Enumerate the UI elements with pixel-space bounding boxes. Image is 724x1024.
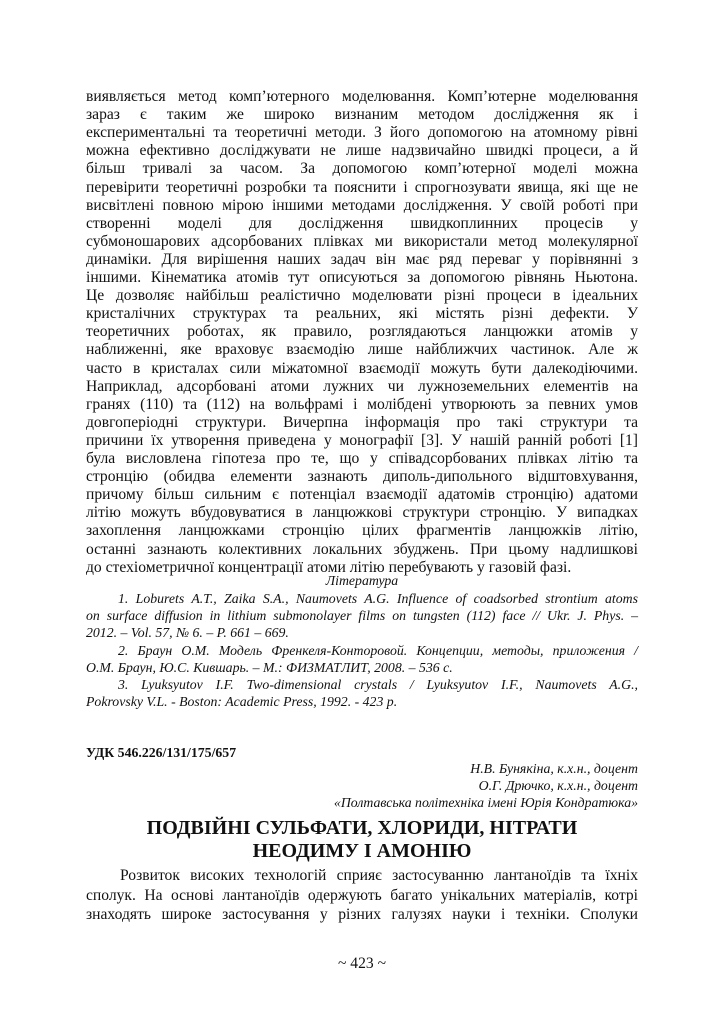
body-line: захоплення ланцюжками стронцію цілих фрагментів ланцюжків літію, — [86, 522, 638, 540]
author-1: Н.В. Бунякіна, к.х.н., доцент — [470, 761, 638, 776]
body-line: перевірити теоретичні розробки та пояснити і спрогнозувати явища, які ще не — [86, 178, 638, 196]
body-line: можна ефективно досліджувати не лише надзвичайно швидкі процеси, а й — [86, 142, 638, 160]
body-line: останні зазнають колективних локальних збуджень. При цьому надлишкові — [86, 540, 638, 558]
body-line: створенні моделі для дослідження швидкоплинних процесів у — [86, 214, 638, 232]
article-text-line: знаходять широке застосування у різних галузях науки і техніки. Сполуки — [86, 906, 638, 923]
body-line: до стехіометричної концентрації атоми літію перебувають у газовій фазі. — [86, 558, 572, 576]
body-line: кристалічних структурах та реальних, які містять різні дефекти. У — [86, 305, 638, 323]
body-line: часто в кристалах сили міжатомної взаємодії можуть бути далекодіючими. — [86, 359, 638, 377]
article-text-line: Розвиток високих технологій сприяє застосуванню лантаноїдів та їхніх — [120, 867, 638, 884]
body-line: динаміки. Для вирішення наших задач він має ряд переваг у порівнянні з — [86, 250, 638, 268]
body-line: субмоношарових адсорбованих плівках ми використали метод молекулярної — [86, 232, 638, 250]
body-line: виявляється метод комп’ютерного моделювання. Комп’ютерне моделювання — [86, 88, 638, 105]
body-line: була висловлена гіпотеза про те, що у співадсорбованих плівках літію та — [86, 450, 638, 467]
body-line: Наприклад, адсорбовані атоми лужних чи лужноземельних елементів на — [86, 377, 638, 395]
author-2: О.Г. Дрючко, к.х.н., доцент — [478, 778, 638, 793]
body-line: наближенні, яке враховує взаємодію лише найближчих частинок. Але ж — [86, 341, 638, 359]
article-title-line-2: НЕОДИМУ І АМОНІЮ — [252, 840, 472, 862]
body-line: літію можуть вбудовуватися в ланцюжкові структури стронцію. У випадках — [86, 504, 638, 522]
body-line: більш тривалі за часом. За допомогою комп’ютерної моделі можна — [86, 160, 638, 178]
body-line: причини їх утворення приведена у монографії [3]. У нашій ранній роботі [1] — [86, 431, 638, 449]
body-line: зараз є таким же широко визнаним методом дослідження як і — [86, 106, 638, 124]
body-line: висвітлені повною мірою іншими методами дослідження. У своїй роботі при — [86, 196, 638, 214]
author-affiliation: «Полтавська політехніка імені Юрія Кондратюка» — [333, 795, 638, 810]
page-number: ~ 423 ~ — [337, 955, 387, 972]
body-line: експериментальні та теоретичні методи. З його допомогою на атомному рівні — [86, 124, 638, 142]
body-line: довгоперіодні структури. Вичерпна інформація про такі структури та — [86, 413, 638, 431]
reference-line: 3. Lyuksyutov I.F. Two-dimensional crystals / Lyuksyutov I.F., Naumovets A.G., — [118, 677, 638, 692]
udc-code: УДК 546.226/131/175/657 — [86, 745, 237, 760]
body-line: гранях (110) та (112) на вольфрамі і молібдені утворюють за певних умов — [86, 395, 638, 413]
reference-line: 2. Браун О.М. Модель Френкеля-Конторовой. Концепции, методы, приложения / — [118, 642, 638, 658]
article-text-line: сполук. На основі лантаноїдів одержують багато унікальних матеріалів, котрі — [86, 886, 638, 904]
body-line: стронцію (обидва елементи зазнають диполь-дипольного відштовхування, — [86, 468, 638, 486]
body-line: причому більш сильним є потенціал взаємодії адатомів стронцію) адатоми — [86, 486, 638, 504]
reference-line: О.М. Браун, Ю.С. Кившарь. – М.: ФИЗМАТЛИТ, 2008. – 536 с. — [86, 659, 453, 675]
reference-line: 1. Loburets A.T., Zaika S.A., Naumovets A.G. Influence of coadsorbed strontium atoms — [118, 591, 638, 606]
reference-line: 2012. – Vol. 57, № 6. – P. 661 – 669. — [86, 625, 289, 641]
body-line: теоретичних роботах, як правило, розглядаються ланцюжки атомів у — [86, 323, 638, 341]
body-line: іншими. Кінематика атомів тут описуються за допомогою рівнянь Ньютона. — [86, 269, 638, 286]
body-line: Це дозволяє найбільш реалістично моделювати різні процеси в ідеальних — [86, 287, 638, 305]
reference-line: Pokrovsky V.L. - Boston: Academic Press, 1992. - 423 p. — [86, 694, 398, 710]
article-title-line-1: ПОДВІЙНІ СУЛЬФАТИ, ХЛОРИДИ, НІТРАТИ — [146, 817, 578, 839]
reference-line: on surface diffusion in lithium submonolayer films on tungsten (112) face // Ukr. J. Phys. – — [86, 608, 638, 624]
references-heading: Література — [325, 573, 399, 588]
